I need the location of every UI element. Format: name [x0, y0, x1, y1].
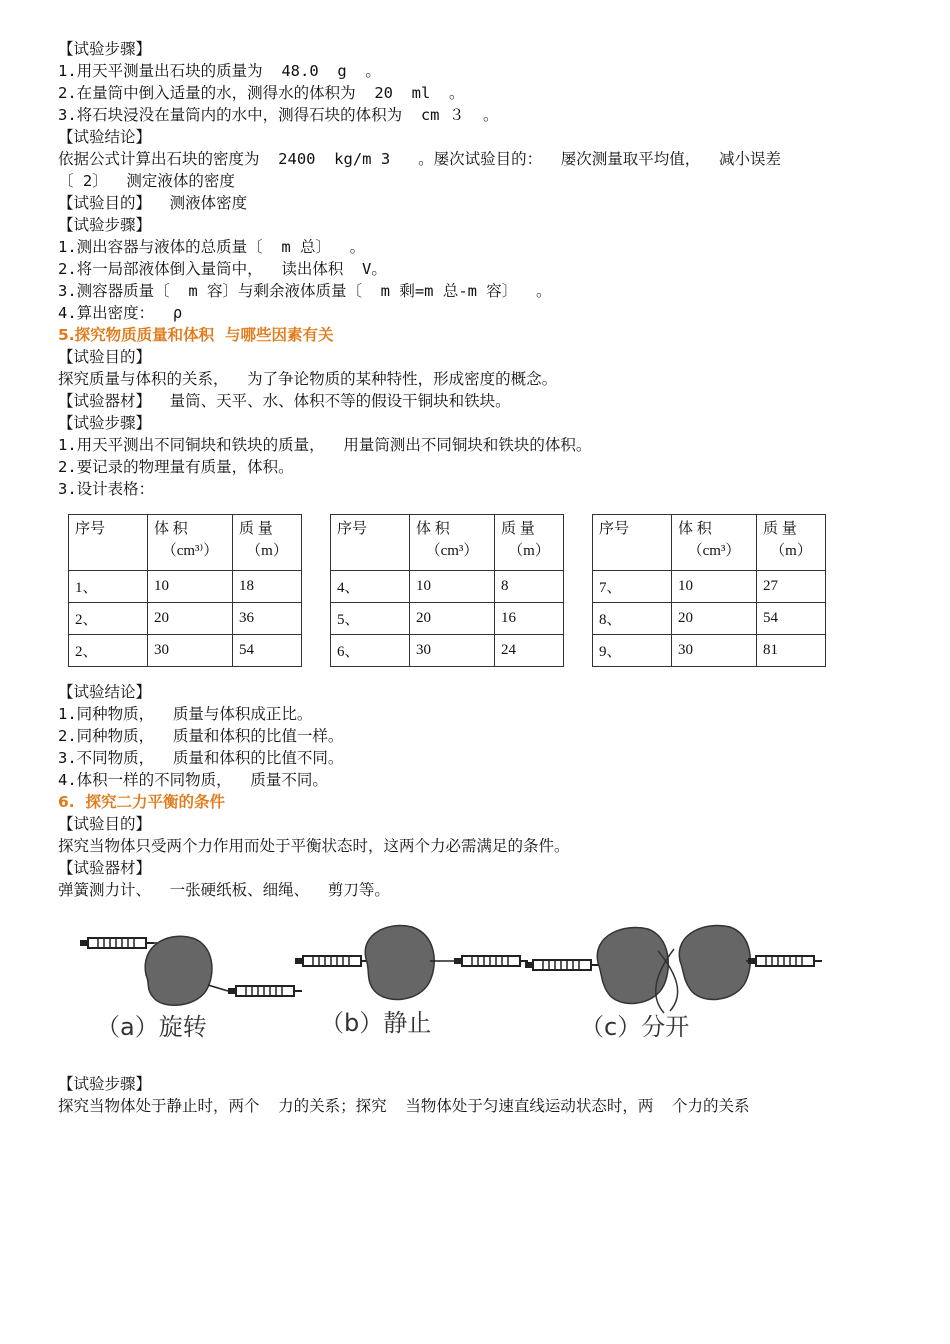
caption-b: （b）静止: [320, 1009, 432, 1037]
text-line: 3.测容器质量〔 m 容〕与剩余液体质量〔 m 剩=m 总-m 容〕 。: [58, 282, 552, 300]
force-balance-figure: [58, 915, 893, 1055]
text-line: 【试验器材】 量筒、天平、水、体积不等的假设干铜块和铁块。: [58, 392, 511, 410]
section-force-balance: [58, 813, 893, 901]
text-line: 【试验步骤】: [58, 1075, 152, 1093]
text-line: 2.将一局部液体倒入量筒中， 读出体积 V。: [58, 260, 387, 278]
text-line: 【试验步骤】: [58, 216, 152, 234]
section-heading-5: 5.探究物质质量和体积 与哪些因素有关: [58, 326, 334, 344]
header-volume: 体 积 （cm³）: [410, 515, 495, 571]
text-line: 3.将石块浸没在量筒内的水中，测得石块的体积为 cm ３ 。: [58, 106, 499, 124]
table-row: 2、 20 36: [69, 603, 302, 635]
table-row: 2、 30 54: [69, 635, 302, 667]
text-line: 2.同种物质， 质量和体积的比值一样。: [58, 727, 344, 745]
header-volume: 体 积 （cm³⁾）: [148, 515, 233, 571]
figure-c: [525, 925, 822, 1013]
text-line: 2.在量筒中倒入适量的水，测得水的体积为 20 ml 。: [58, 84, 465, 102]
text-line: 1.测出容器与液体的总质量〔 m 总〕 。: [58, 238, 366, 256]
text-line: 3.不同物质， 质量和体积的比值不同。: [58, 749, 344, 767]
table-row: 6、 30 24: [331, 635, 564, 667]
text-line: 【试验器材】: [58, 859, 152, 877]
section-heading-6: 6. 探究二力平衡的条件: [58, 793, 225, 811]
caption-c: （c）分开: [580, 1013, 690, 1041]
text-line: 探究当物体处于静止时，两个 力的关系；探究 当物体处于匀速直线运动状态时，两 个力的关系: [58, 1097, 750, 1115]
table-row: 1、 10 18: [69, 571, 302, 603]
text-line: 弹簧测力计、 一张硬纸板、细绳、 剪刀等。: [58, 881, 390, 899]
text-line: 4.体积一样的不同物质， 质量不同。: [58, 771, 328, 789]
table-row: 8、 20 54: [593, 603, 826, 635]
table-row: 9、 30 81: [593, 635, 826, 667]
text-line: 【试验步骤】: [58, 40, 152, 58]
text-line: 1.用天平测量出石块的质量为 48.0 g 。: [58, 62, 381, 80]
header-index: 序号: [69, 515, 148, 571]
text-line: 【试验结论】: [58, 683, 152, 701]
header-mass: 质 量 （m）: [495, 515, 564, 571]
text-line: 【试验目的】: [58, 815, 152, 833]
text-line: 1.用天平测出不同铜块和铁块的质量， 用量筒测出不同铜块和铁块的体积。: [58, 436, 592, 454]
text-line: 4.算出密度： ρ: [58, 304, 183, 322]
section-conclusion: [58, 681, 893, 791]
section-force-steps: [58, 1073, 893, 1117]
document-page: [58, 38, 893, 1117]
section-density-steps: [58, 38, 893, 324]
text-line: 【试验目的】 测液体密度: [58, 194, 248, 212]
text-line: 【试验结论】: [58, 128, 152, 146]
text-line: 探究当物体只受两个力作用而处于平衡状态时，这两个力必需满足的条件。: [58, 837, 570, 855]
data-table-2: [330, 514, 564, 667]
text-line: 〔 2〕 测定液体的密度: [58, 172, 235, 190]
caption-a: （a）旋转: [96, 1013, 207, 1041]
text-line: 探究质量与体积的关系， 为了争论物质的某种特性，形成密度的概念。: [58, 370, 558, 388]
text-line: 【试验步骤】: [58, 414, 152, 432]
text-line: 3.设计表格：: [58, 480, 155, 498]
table-row: 5、 20 16: [331, 603, 564, 635]
table-row: 7、 10 27: [593, 571, 826, 603]
text-line: 依据公式计算出石块的密度为 2400 kg/m 3 。屡次试验目的： 屡次测量取平均值， 减小误差: [58, 150, 781, 168]
text-line: 【试验目的】: [58, 348, 152, 366]
data-table-3: [592, 514, 826, 667]
table-row: 4、 10 8: [331, 571, 564, 603]
data-tables: [68, 514, 893, 667]
section-mass-volume: [58, 346, 893, 500]
header-mass: 质 量 （m）: [233, 515, 302, 571]
header-mass: 质 量 （m）: [757, 515, 826, 571]
header-volume: 体 积 （cm³）: [672, 515, 757, 571]
header-index: 序号: [331, 515, 410, 571]
text-line: 1.同种物质， 质量与体积成正比。: [58, 705, 313, 723]
figure-a: [80, 936, 302, 1005]
text-line: 2.要记录的物理量有质量，体积。: [58, 458, 294, 476]
data-table-1: [68, 514, 302, 667]
figure-b: [295, 925, 528, 999]
header-index: 序号: [593, 515, 672, 571]
